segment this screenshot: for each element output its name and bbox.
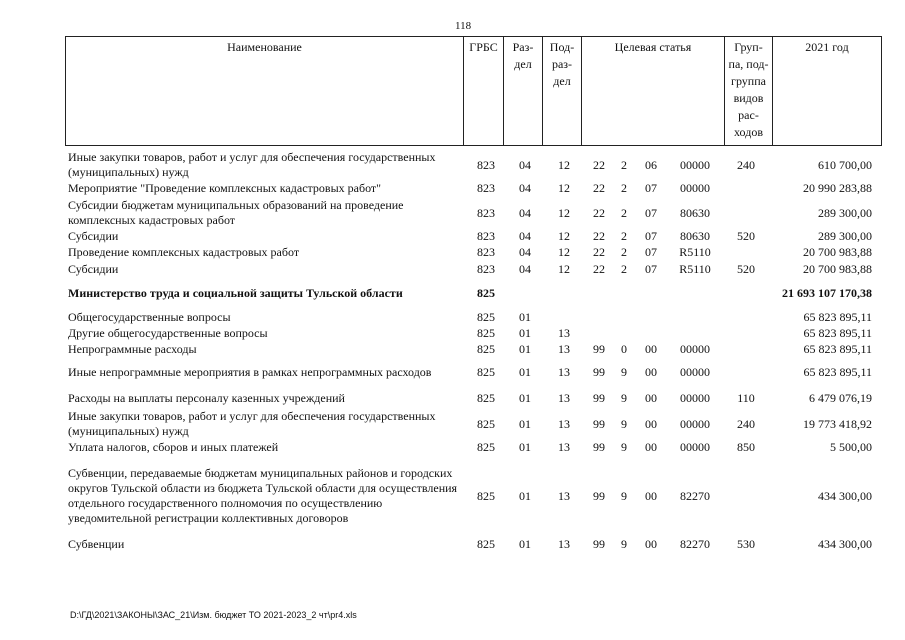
row-cs2: 9 <box>621 489 627 503</box>
row-cs3: 07 <box>645 262 657 276</box>
row-podr: 13 <box>558 391 570 405</box>
header-podrazdel: Под- раз- дел <box>542 36 581 146</box>
row-cs2: 2 <box>621 181 627 195</box>
row-cs1: 99 <box>593 342 605 356</box>
row-grp: 240 <box>737 158 755 172</box>
row-cs4: 00000 <box>680 342 710 356</box>
row-cs3: 07 <box>645 245 657 259</box>
row-grbs: 823 <box>477 181 495 195</box>
row-cs3: 07 <box>645 181 657 195</box>
row-razd: 04 <box>519 181 531 195</box>
row-razd: 01 <box>519 391 531 405</box>
row-razd: 01 <box>519 310 531 324</box>
row-grp: 110 <box>737 391 755 405</box>
row-cs3: 00 <box>645 417 657 431</box>
row-amt: 610 700,00 <box>818 158 872 172</box>
row-razd: 01 <box>519 440 531 454</box>
row-cs3: 00 <box>645 537 657 551</box>
row-grbs: 825 <box>477 391 495 405</box>
row-name: Иные непрограммные мероприятия в рамках непрограммных расходов <box>68 365 432 379</box>
row-cs3: 06 <box>645 158 657 172</box>
row-cs4: 00000 <box>680 365 710 379</box>
table-header <box>65 36 882 146</box>
row-amt: 20 700 983,88 <box>803 262 872 276</box>
row-cs4: 80630 <box>680 229 710 243</box>
row-cs4: 00000 <box>680 158 710 172</box>
row-amt: 65 823 895,11 <box>803 342 872 356</box>
row-grbs: 825 <box>477 286 495 300</box>
row-podr: 13 <box>558 342 570 356</box>
row-grbs: 825 <box>477 310 495 324</box>
row-grbs: 825 <box>477 537 495 551</box>
row-grbs: 825 <box>477 417 495 431</box>
row-cs2: 2 <box>621 262 627 276</box>
header-celevaya: Целевая статья <box>581 36 724 146</box>
row-cs3: 00 <box>645 342 657 356</box>
row-razd: 01 <box>519 417 531 431</box>
row-cs4: R5110 <box>679 245 711 259</box>
row-cs1: 99 <box>593 489 605 503</box>
row-name: Общегосударственные вопросы <box>68 310 231 324</box>
row-cs2: 9 <box>621 365 627 379</box>
row-razd: 01 <box>519 326 531 340</box>
page-number: 118 <box>455 20 472 32</box>
row-grp: 520 <box>737 262 755 276</box>
row-cs4: 00000 <box>680 391 710 405</box>
row-cs4: 82270 <box>680 489 710 503</box>
row-amt: 289 300,00 <box>818 206 872 220</box>
row-cs4: 82270 <box>680 537 710 551</box>
row-grbs: 823 <box>477 158 495 172</box>
header-grbs: ГРБС <box>463 36 503 146</box>
row-podr: 13 <box>558 537 570 551</box>
header-razdel: Раз- дел <box>503 36 542 146</box>
row-cs4: 80630 <box>680 206 710 220</box>
row-name: Другие общегосударственные вопросы <box>68 326 268 340</box>
row-amt: 6 479 076,19 <box>809 391 872 405</box>
row-name: Мероприятие "Проведение комплексных кадастровых работ" <box>68 181 382 195</box>
row-grp: 520 <box>737 229 755 243</box>
row-cs1: 22 <box>593 206 605 220</box>
row-cs2: 9 <box>621 440 627 454</box>
row-podr: 12 <box>558 158 570 172</box>
header-gruppa: Груп- па, под- группа видов рас- ходов <box>724 36 772 146</box>
file-path-footer: D:\ГД\2021\ЗАКОНЫ\ЗАС_21\Изм. бюджет ТО 2021-2023_2 чт\pr4.xls <box>70 610 357 620</box>
row-grp: 240 <box>737 417 755 431</box>
row-cs2: 9 <box>621 417 627 431</box>
row-name: Расходы на выплаты персоналу казенных учреждений <box>68 391 345 405</box>
row-razd: 04 <box>519 158 531 172</box>
row-amt: 21 693 107 170,38 <box>782 286 872 300</box>
row-cs2: 2 <box>621 229 627 243</box>
row-grp: 530 <box>737 537 755 551</box>
row-podr: 13 <box>558 365 570 379</box>
row-podr: 13 <box>558 417 570 431</box>
row-name: Субсидии <box>68 262 119 276</box>
row-podr: 12 <box>558 181 570 195</box>
row-amt: 65 823 895,11 <box>803 310 872 324</box>
row-cs1: 22 <box>593 158 605 172</box>
row-grbs: 825 <box>477 489 495 503</box>
row-grbs: 825 <box>477 342 495 356</box>
row-cs1: 22 <box>593 262 605 276</box>
row-name: Субвенции, передаваемые бюджетам муниципальных районов и городских округов Тульской области из бюджета Тульской области для осуществления отдельного государственного полномочия по осуществлению уведомительной регистрации коллективных договоров <box>68 466 458 525</box>
row-cs3: 07 <box>645 229 657 243</box>
row-name: Иные закупки товаров, работ и услуг для обеспечения государственных (муниципальных) нужд <box>68 409 436 438</box>
row-cs3: 00 <box>645 365 657 379</box>
row-grbs: 823 <box>477 206 495 220</box>
row-grbs: 823 <box>477 262 495 276</box>
row-amt: 5 500,00 <box>830 440 872 454</box>
row-cs1: 99 <box>593 365 605 379</box>
row-razd: 04 <box>519 245 531 259</box>
row-cs1: 22 <box>593 229 605 243</box>
row-name: Проведение комплексных кадастровых работ <box>68 245 300 259</box>
row-amt: 20 990 283,88 <box>803 181 872 195</box>
row-grbs: 825 <box>477 440 495 454</box>
row-cs2: 2 <box>621 158 627 172</box>
row-name: Министерство труда и социальной защиты Тульской области <box>68 286 403 300</box>
row-cs1: 99 <box>593 417 605 431</box>
row-cs4: 00000 <box>680 440 710 454</box>
row-razd: 01 <box>519 365 531 379</box>
row-cs1: 22 <box>593 245 605 259</box>
row-cs3: 07 <box>645 206 657 220</box>
row-amt: 65 823 895,11 <box>803 365 872 379</box>
row-podr: 13 <box>558 326 570 340</box>
row-amt: 65 823 895,11 <box>803 326 872 340</box>
row-cs1: 99 <box>593 440 605 454</box>
row-cs2: 2 <box>621 206 627 220</box>
row-razd: 04 <box>519 206 531 220</box>
row-cs1: 99 <box>593 537 605 551</box>
row-podr: 13 <box>558 440 570 454</box>
row-cs2: 9 <box>621 391 627 405</box>
row-cs4: 00000 <box>680 181 710 195</box>
row-cs4: R5110 <box>679 262 711 276</box>
row-amt: 19 773 418,92 <box>803 417 872 431</box>
row-name: Субсидии бюджетам муниципальных образований на проведение комплексных кадастровых работ <box>68 198 404 227</box>
row-name: Субвенции <box>68 537 125 551</box>
row-podr: 12 <box>558 206 570 220</box>
row-cs3: 00 <box>645 391 657 405</box>
row-grbs: 825 <box>477 365 495 379</box>
row-cs2: 9 <box>621 537 627 551</box>
row-name: Уплата налогов, сборов и иных платежей <box>68 440 279 454</box>
row-cs1: 22 <box>593 181 605 195</box>
row-amt: 20 700 983,88 <box>803 245 872 259</box>
row-podr: 12 <box>558 262 570 276</box>
row-grbs: 825 <box>477 326 495 340</box>
row-amt: 434 300,00 <box>818 537 872 551</box>
row-cs1: 99 <box>593 391 605 405</box>
row-podr: 12 <box>558 245 570 259</box>
row-grbs: 823 <box>477 245 495 259</box>
row-grp: 850 <box>737 440 755 454</box>
row-amt: 434 300,00 <box>818 489 872 503</box>
row-podr: 12 <box>558 229 570 243</box>
row-razd: 01 <box>519 342 531 356</box>
row-name: Иные закупки товаров, работ и услуг для обеспечения государственных (муниципальных) нужд <box>68 150 436 179</box>
row-cs2: 0 <box>621 342 627 356</box>
row-name: Субсидии <box>68 229 119 243</box>
row-cs3: 00 <box>645 489 657 503</box>
header-name: Наименование <box>65 36 463 146</box>
row-cs4: 00000 <box>680 417 710 431</box>
row-cs3: 00 <box>645 440 657 454</box>
row-cs2: 2 <box>621 245 627 259</box>
row-razd: 01 <box>519 489 531 503</box>
header-year: 2021 год <box>772 36 882 146</box>
row-grbs: 823 <box>477 229 495 243</box>
row-razd: 04 <box>519 229 531 243</box>
row-amt: 289 300,00 <box>818 229 872 243</box>
row-name: Непрограммные расходы <box>68 342 197 356</box>
row-razd: 01 <box>519 537 531 551</box>
row-razd: 04 <box>519 262 531 276</box>
row-podr: 13 <box>558 489 570 503</box>
